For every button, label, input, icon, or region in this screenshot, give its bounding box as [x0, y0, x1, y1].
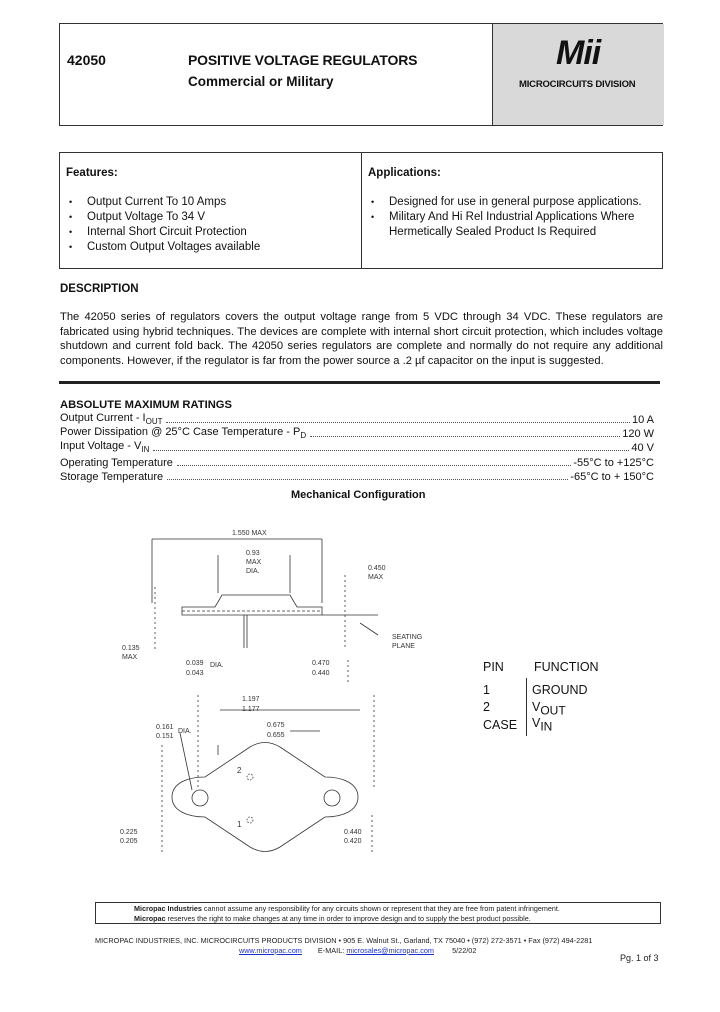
dot-leader	[177, 465, 571, 466]
company-address: MICROPAC INDUSTRIES, INC. MICROCIRCUITS PRODUCTS DIVISION • 905 E. Walnut St., Garland, TX 75040 • (972) 272-3571 • Fax (972) 494-2281	[95, 936, 593, 945]
feature-item: • Output Current To 10 Amps	[66, 195, 356, 210]
dim-label: DIA.	[210, 662, 224, 669]
package-side-outline	[182, 595, 322, 615]
rating-label: Output Current - $I_{OUT}$	[60, 411, 163, 426]
applications-list	[368, 195, 660, 240]
dim-label: 1.550 MAX	[232, 530, 267, 537]
email-link[interactable]: microsales@micropac.com	[346, 946, 435, 955]
dim-label: 0.420	[344, 838, 362, 845]
feature-item: • Internal Short Circuit Protection	[66, 225, 356, 240]
dim-label: 1.177	[242, 706, 260, 713]
mechanical-heading: Mechanical Configuration	[291, 489, 426, 501]
pin2-circle	[247, 774, 253, 780]
rating-value: -65°C to + 150°C	[570, 471, 654, 483]
rating-label: Operating Temperature	[60, 457, 173, 469]
part-number: 42050	[67, 52, 106, 68]
company-logo: Mii	[556, 34, 601, 72]
rating-row	[60, 455, 654, 469]
pin1-label: 1	[237, 820, 242, 829]
pin2-label: 2	[237, 766, 242, 775]
rating-row	[60, 440, 654, 454]
rating-label: Storage Temperature	[60, 471, 164, 483]
application-item-continued	[368, 225, 660, 240]
dim-label: 0.151	[156, 733, 174, 740]
section-rule	[59, 381, 660, 384]
dim-label: 0.205	[120, 838, 138, 845]
application-item: • Military And Hi Rel Industrial Applications Where	[368, 210, 660, 225]
rating-value: 10 A	[631, 414, 654, 426]
dim-label: 0.675	[267, 722, 285, 729]
pin-function: $V_{OUT}$	[532, 700, 566, 718]
dot-leader	[153, 450, 629, 451]
dim-label: PLANE	[392, 643, 415, 650]
dim-label: 0.043	[186, 670, 204, 677]
disclaimer-line: Micropac reserves the right to make changes at any time in order to improve design and to supply the best product possible.	[134, 913, 531, 923]
table-divider	[526, 678, 527, 736]
feature-item: • Output Voltage To 34 V	[66, 210, 356, 225]
pin-function: GROUND	[532, 683, 588, 697]
description-heading: DESCRIPTION	[60, 283, 139, 295]
disclaimer-box	[95, 902, 661, 924]
applications-heading: Applications:	[368, 167, 441, 179]
application-item-text: Hermetically Sealed Product Is Required	[389, 226, 597, 238]
pin-function: $V_{IN}$	[532, 716, 553, 734]
package-bottom-outline	[172, 743, 358, 852]
rating-label: Power Dissipation @ 25°C Case Temperature - $P_D$	[60, 425, 307, 440]
dim-label: 0.161	[156, 724, 174, 731]
document-subtitle: Commercial or Military	[188, 74, 334, 89]
features-list	[66, 195, 356, 255]
dim-label: MAX	[246, 559, 262, 566]
dim-label: 0.655	[267, 732, 285, 739]
dim-label: DIA.	[246, 568, 260, 575]
leader-line	[360, 623, 378, 635]
revision-date: 5/22/02	[452, 946, 477, 955]
disclaimer-line: Micropac Industries cannot assume any responsibility for any circuits shown or represent that they are free from patent infringement.	[134, 904, 560, 913]
rating-value: 120 W	[622, 428, 654, 440]
rating-row	[60, 426, 654, 440]
mounting-hole	[192, 790, 208, 806]
ratings-heading: ABSOLUTE MAXIMUM RATINGS	[60, 399, 232, 411]
pin-column-header: PIN	[483, 660, 504, 674]
email-label: E-MAIL:	[317, 946, 347, 955]
function-column-header: FUNCTION	[534, 660, 599, 674]
dim-label: 0.225	[120, 829, 138, 836]
dim-label: SEATING	[392, 634, 423, 641]
dim-label: 0.039	[186, 660, 204, 667]
rating-value: -55°C to +125°C	[573, 457, 654, 469]
rating-value: 40 V	[631, 442, 654, 454]
dim-label: 1.197	[242, 696, 260, 703]
pin-number: 1	[483, 683, 490, 697]
dim-label: 0.440	[312, 670, 330, 677]
box-divider	[361, 153, 362, 268]
page-number: Pg. 1 of 3	[620, 953, 659, 963]
feature-item: • Custom Output Voltages available	[66, 240, 356, 255]
dot-leader	[310, 436, 620, 437]
dim-label: 0.470	[312, 660, 330, 667]
contact-line	[239, 946, 476, 955]
mounting-hole	[324, 790, 340, 806]
dim-label: 0.135	[122, 645, 140, 652]
dim-label: MAX	[122, 654, 138, 661]
rating-label: Input Voltage - $V_{IN}$	[60, 439, 150, 454]
features-heading: Features:	[66, 167, 118, 179]
dim-label: MAX	[368, 574, 384, 581]
description-text: The 42050 series of regulators covers the output voltage range from 5 VDC through 34 VDC. These regulators are fabricated using hybrid techniques. The devices are complete with internal short circuit protection, which includes voltage shutdown and current fold back. The 42050 series regulators are complete and normally do not require any additional components. However, if the regulator is far from the power source a .2 µf capacitor on the input is suggested.	[60, 311, 663, 367]
leader-line	[180, 733, 192, 790]
dim-label: DIA.	[178, 728, 192, 735]
mechanical-drawing	[110, 515, 450, 855]
division-label: MICROCIRCUITS DIVISION	[519, 79, 636, 90]
dim-label: 0.450	[368, 565, 386, 572]
rating-row	[60, 469, 654, 483]
dim-label: 0.93	[246, 550, 260, 557]
website-link[interactable]: www.micropac.com	[239, 946, 302, 955]
pin-number: CASE	[483, 718, 518, 732]
pin1-circle	[247, 817, 253, 823]
application-item: • Designed for use in general purpose applications.	[368, 195, 660, 210]
pin-number: 2	[483, 700, 490, 714]
rating-row	[60, 412, 654, 426]
document-title: POSITIVE VOLTAGE REGULATORS	[188, 52, 418, 68]
dim-label: 0.440	[344, 829, 362, 836]
dot-leader	[167, 479, 568, 480]
dot-leader	[166, 422, 629, 423]
